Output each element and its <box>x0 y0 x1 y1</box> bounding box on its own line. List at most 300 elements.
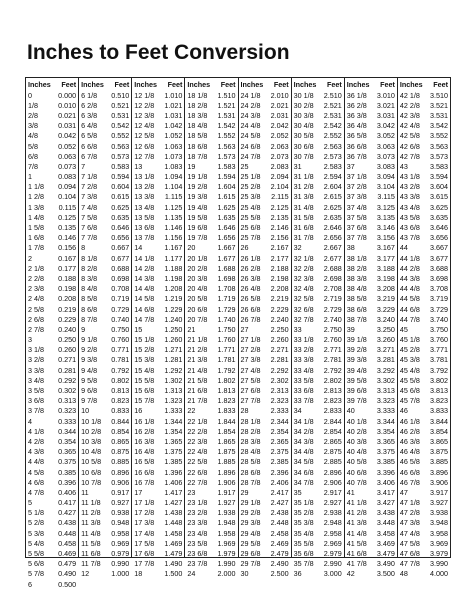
table-row <box>398 457 450 467</box>
table-row <box>79 457 131 467</box>
table-row <box>26 447 78 457</box>
table-row <box>185 538 237 548</box>
table-row <box>132 345 184 355</box>
inches-cell: 41 2/8 <box>346 508 367 518</box>
inches-cell: 10 2/8 <box>81 426 102 436</box>
feet-cell: 0.156 <box>58 243 77 253</box>
inches-cell: 5 1/8 <box>28 508 44 518</box>
table-row <box>345 548 397 558</box>
inches-cell: 21 4/8 <box>187 365 208 375</box>
table-row <box>345 385 397 395</box>
table-row <box>132 467 184 477</box>
inches-cell: 5 6/8 <box>28 559 44 569</box>
table-row <box>239 182 291 192</box>
feet-cell: 0.906 <box>111 477 130 487</box>
inches-cell: 30 3/8 <box>293 110 314 120</box>
inches-cell: 28 3/8 <box>240 436 261 446</box>
table-row <box>398 406 450 416</box>
feet-cell: 1.240 <box>164 314 183 324</box>
inches-cell: 25 4/8 <box>240 202 261 212</box>
feet-cell: 3.583 <box>430 161 448 171</box>
feet-cell: 0.833 <box>111 406 130 416</box>
table-row <box>398 100 450 110</box>
table-row <box>345 345 397 355</box>
inches-cell: 9 7/8 <box>81 396 98 406</box>
header-inches: Inches <box>28 79 51 89</box>
table-row <box>26 498 78 508</box>
feet-cell: 2.563 <box>323 141 342 151</box>
inches-cell: 24 2/8 <box>240 100 261 110</box>
table-row <box>239 273 291 283</box>
feet-cell: 2.198 <box>270 273 289 283</box>
inches-cell: 2 4/8 <box>28 294 44 304</box>
feet-cell: 2.719 <box>323 294 342 304</box>
table-row <box>292 467 344 477</box>
inches-cell: 23 <box>187 487 196 497</box>
inches-cell: 13 6/8 <box>134 223 155 233</box>
table-row <box>398 314 450 324</box>
feet-cell: 0.542 <box>111 121 130 131</box>
inches-cell: 4/8 <box>28 131 38 141</box>
inches-cell: 40 5/8 <box>346 457 367 467</box>
inches-cell: 22 5/8 <box>187 457 208 467</box>
feet-cell: 0.990 <box>111 559 130 569</box>
inches-cell: 16 1/8 <box>134 416 155 426</box>
table-row <box>345 161 397 171</box>
feet-cell: 2.542 <box>323 121 342 131</box>
inches-cell: 32 <box>293 243 302 253</box>
feet-cell: 1.104 <box>164 182 183 192</box>
feet-cell: 1.750 <box>217 324 236 334</box>
inches-cell: 42 5/8 <box>399 131 420 141</box>
inches-cell: 29 5/8 <box>240 538 261 548</box>
feet-cell: 3.990 <box>430 559 448 569</box>
table-row <box>345 365 397 375</box>
header-feet: Feet <box>114 79 130 89</box>
table-row <box>26 202 78 212</box>
feet-cell: 0.052 <box>58 141 77 151</box>
feet-cell: 1.396 <box>164 467 183 477</box>
header-feet: Feet <box>220 79 236 89</box>
inches-cell: 41 5/8 <box>346 538 367 548</box>
table-row <box>26 416 78 426</box>
inches-cell: 33 3/8 <box>293 355 314 365</box>
table-row <box>398 121 450 131</box>
inches-cell: 22 4/8 <box>187 447 208 457</box>
table-row <box>345 192 397 202</box>
inches-cell: 38 4/8 <box>346 284 367 294</box>
table-row <box>132 528 184 538</box>
feet-cell: 0.667 <box>111 243 130 253</box>
table-row <box>26 100 78 110</box>
feet-cell: 2.979 <box>323 549 342 559</box>
inches-cell: 17 3/8 <box>134 518 155 528</box>
feet-cell: 0.563 <box>111 141 130 151</box>
inches-cell: 45 4/8 <box>399 365 420 375</box>
table-row <box>79 498 131 508</box>
table-row <box>292 345 344 355</box>
feet-cell: 2.500 <box>270 569 289 579</box>
inches-cell: 43 1/8 <box>399 172 420 182</box>
inches-cell: 23 3/8 <box>187 518 208 528</box>
feet-cell: 3.479 <box>376 549 395 559</box>
inches-cell: 21 <box>187 324 196 334</box>
table-row <box>79 284 131 294</box>
feet-cell: 0.958 <box>111 528 130 538</box>
feet-cell: 0.250 <box>58 335 77 345</box>
feet-cell: 3.500 <box>376 569 395 579</box>
table-row <box>26 385 78 395</box>
column-rows <box>345 90 397 579</box>
inches-cell: 11 <box>81 487 89 497</box>
feet-cell: 2.344 <box>270 416 289 426</box>
feet-cell: 2.521 <box>323 100 342 110</box>
table-row <box>185 426 237 436</box>
table-row <box>132 284 184 294</box>
inches-cell: 22 3/8 <box>187 436 208 446</box>
inches-cell: 3 <box>28 335 32 345</box>
feet-cell: 1.365 <box>164 436 183 446</box>
table-row <box>132 294 184 304</box>
feet-cell: 3.344 <box>376 416 395 426</box>
feet-cell: 0.760 <box>111 335 130 345</box>
inches-cell: 14 6/8 <box>134 304 155 314</box>
feet-cell: 3.021 <box>376 100 395 110</box>
inches-cell: 7 5/8 <box>81 212 98 222</box>
inches-cell: 46 2/8 <box>399 426 420 436</box>
feet-cell: 2.823 <box>323 396 342 406</box>
column-header <box>185 78 237 90</box>
inches-cell: 9 2/8 <box>81 345 98 355</box>
table-row <box>79 335 131 345</box>
table-row <box>26 487 78 497</box>
feet-cell: 2.969 <box>323 538 342 548</box>
feet-cell: 0.583 <box>111 161 130 171</box>
inches-cell: 28 6/8 <box>240 467 261 477</box>
inches-cell: 12 1/8 <box>134 90 155 100</box>
inches-cell: 47 3/8 <box>399 518 420 528</box>
inches-cell: 1 6/8 <box>28 233 44 243</box>
feet-cell: 3.781 <box>430 355 448 365</box>
table-row <box>345 467 397 477</box>
table-row <box>26 314 78 324</box>
table-row <box>185 192 237 202</box>
feet-cell: 0.396 <box>58 477 77 487</box>
table-row <box>239 477 291 487</box>
feet-cell: 1.292 <box>164 365 183 375</box>
inches-cell: 39 <box>346 324 355 334</box>
feet-cell: 3.000 <box>323 569 342 579</box>
feet-cell: 0.854 <box>111 426 130 436</box>
table-row <box>185 284 237 294</box>
feet-cell: 3.438 <box>376 508 395 518</box>
table-row <box>79 314 131 324</box>
column-rows <box>79 90 131 579</box>
table-row <box>185 396 237 406</box>
table-row <box>239 518 291 528</box>
table-row <box>79 518 131 528</box>
inches-cell: 23 5/8 <box>187 538 208 548</box>
feet-cell: 1.167 <box>164 243 183 253</box>
inches-cell: 6 6/8 <box>81 141 98 151</box>
table-row <box>345 498 397 508</box>
header-feet: Feet <box>273 79 289 89</box>
feet-cell: 2.375 <box>270 447 289 457</box>
feet-cell: 2.990 <box>323 559 342 569</box>
feet-cell: 1.615 <box>217 192 236 202</box>
inches-cell: 45 1/8 <box>399 335 420 345</box>
inches-cell: 10 4/8 <box>81 447 102 457</box>
column-header <box>345 78 397 90</box>
feet-cell: 1.833 <box>217 406 236 416</box>
feet-cell: 1.573 <box>217 151 236 161</box>
feet-cell: 3.729 <box>430 304 448 314</box>
table-row <box>132 498 184 508</box>
feet-cell: 1.667 <box>217 243 236 253</box>
table-row <box>398 528 450 538</box>
table-row <box>79 141 131 151</box>
feet-cell: 0.063 <box>58 151 77 161</box>
table-row <box>185 90 237 100</box>
table-row <box>345 151 397 161</box>
feet-cell: 3.313 <box>376 386 395 396</box>
feet-cell: 3.510 <box>430 90 448 100</box>
inches-cell: 15 5/8 <box>134 375 155 385</box>
inches-cell: 13 7/8 <box>134 233 155 243</box>
feet-cell: 0.448 <box>58 528 77 538</box>
feet-cell: 0.385 <box>58 467 77 477</box>
inches-cell: 12 2/8 <box>134 100 155 110</box>
table-row <box>26 518 78 528</box>
feet-cell: 1.677 <box>217 253 236 263</box>
inches-cell: 7 2/8 <box>81 182 98 192</box>
table-row <box>239 100 291 110</box>
feet-cell: 3.865 <box>430 436 448 446</box>
table-row <box>79 110 131 120</box>
inches-cell: 3 1/8 <box>28 345 44 355</box>
feet-cell: 1.740 <box>217 314 236 324</box>
feet-cell: 1.979 <box>217 549 236 559</box>
table-row <box>26 304 78 314</box>
feet-cell: 1.146 <box>164 223 183 233</box>
inches-cell: 20 7/8 <box>187 314 208 324</box>
feet-cell: 2.354 <box>270 426 289 436</box>
table-row <box>26 335 78 345</box>
table-row <box>398 538 450 548</box>
header-inches: Inches <box>134 79 158 89</box>
table-row <box>292 335 344 345</box>
inches-cell: 25 2/8 <box>240 182 261 192</box>
table-row <box>345 233 397 243</box>
inches-cell: 42 4/8 <box>399 121 420 131</box>
feet-cell: 2.115 <box>271 192 289 202</box>
table-row <box>239 447 291 457</box>
inches-cell: 1 1/8 <box>28 182 44 192</box>
inches-cell: 4 6/8 <box>28 477 44 487</box>
feet-cell: 2.083 <box>270 161 289 171</box>
table-row <box>345 222 397 232</box>
table-row <box>26 141 78 151</box>
inches-cell: 36 4/8 <box>346 121 367 131</box>
table-row <box>398 345 450 355</box>
inches-cell: 20 2/8 <box>187 263 208 273</box>
inches-cell: 18 1/8 <box>187 90 208 100</box>
feet-cell: 1.719 <box>217 294 236 304</box>
table-row <box>345 314 397 324</box>
inches-cell: 34 7/8 <box>293 477 314 487</box>
inches-cell: 10 3/8 <box>81 436 102 446</box>
feet-cell: 1.583 <box>217 161 236 171</box>
inches-cell: 31 2/8 <box>293 182 314 192</box>
feet-cell: 0.865 <box>111 436 130 446</box>
feet-cell: 3.427 <box>376 498 395 508</box>
feet-cell: 0.969 <box>111 538 130 548</box>
feet-cell: 0.979 <box>111 549 130 559</box>
feet-cell: 2.833 <box>323 406 342 416</box>
inches-cell: 24 <box>187 569 196 579</box>
inches-cell: 30 5/8 <box>293 131 314 141</box>
feet-cell: 2.656 <box>323 233 342 243</box>
header-feet: Feet <box>167 79 183 89</box>
feet-cell: 3.719 <box>430 294 448 304</box>
inches-cell: 31 6/8 <box>293 223 314 233</box>
table-row <box>292 385 344 395</box>
inches-cell: 30 <box>240 569 249 579</box>
table-row <box>132 304 184 314</box>
feet-cell: 2.229 <box>270 304 289 314</box>
inches-cell: 42 6/8 <box>399 141 420 151</box>
column-header <box>132 78 184 90</box>
inches-cell: 45 <box>399 324 408 334</box>
table-row <box>132 121 184 131</box>
inches-cell: 29 1/8 <box>240 498 261 508</box>
table-row <box>26 538 78 548</box>
column-rows <box>26 90 78 589</box>
inches-cell: 7 4/8 <box>81 202 98 212</box>
table-row <box>239 385 291 395</box>
inches-cell: 3 6/8 <box>28 396 44 406</box>
feet-cell: 3.885 <box>430 457 448 467</box>
feet-cell: 2.146 <box>270 223 289 233</box>
table-row <box>26 284 78 294</box>
inches-cell: 41 1/8 <box>346 498 367 508</box>
inches-cell: 19 1/8 <box>187 172 208 182</box>
table-row <box>292 375 344 385</box>
inches-cell: 28 7/8 <box>240 477 261 487</box>
feet-cell: 0.708 <box>111 284 130 294</box>
feet-cell: 2.469 <box>270 538 289 548</box>
feet-cell: 2.365 <box>270 436 289 446</box>
inches-cell: 42 <box>346 569 355 579</box>
table-row <box>185 273 237 283</box>
inches-cell: 40 7/8 <box>346 477 367 487</box>
table-row <box>185 385 237 395</box>
inches-cell: 14 2/8 <box>134 263 155 273</box>
inches-cell: 26 5/8 <box>240 294 261 304</box>
table-row <box>26 131 78 141</box>
table-row <box>292 304 344 314</box>
table-row <box>26 406 78 416</box>
table-row <box>132 335 184 345</box>
inches-cell: 45 3/8 <box>399 355 420 365</box>
table-row <box>185 548 237 558</box>
inches-cell: 39 6/8 <box>346 386 367 396</box>
inches-cell: 18 4/8 <box>187 121 208 131</box>
feet-cell: 2.958 <box>323 528 342 538</box>
feet-cell: 0.604 <box>111 182 130 192</box>
table-row <box>398 222 450 232</box>
feet-cell: 0.677 <box>111 253 130 263</box>
table-row <box>26 457 78 467</box>
feet-cell: 2.792 <box>323 365 342 375</box>
feet-cell: 2.708 <box>323 284 342 294</box>
inches-cell: 6 <box>28 579 32 589</box>
feet-cell: 3.927 <box>430 498 448 508</box>
inches-cell: 32 2/8 <box>293 263 314 273</box>
header-inches: Inches <box>399 79 423 89</box>
feet-cell: 1.938 <box>217 508 236 518</box>
inches-cell: 5 <box>28 498 32 508</box>
column-header <box>239 78 291 90</box>
feet-cell: 2.021 <box>270 100 289 110</box>
feet-cell: 2.760 <box>323 335 342 345</box>
feet-cell: 3.469 <box>376 538 395 548</box>
inches-cell: 27 4/8 <box>240 365 261 375</box>
feet-cell: 3.094 <box>376 172 395 182</box>
table-row <box>79 253 131 263</box>
feet-cell: 1.354 <box>164 426 183 436</box>
table-row <box>292 457 344 467</box>
feet-cell: 1.135 <box>164 212 183 222</box>
table-row <box>239 131 291 141</box>
table-row <box>398 508 450 518</box>
table-row <box>26 396 78 406</box>
inches-cell: 43 3/8 <box>399 192 420 202</box>
table-row <box>239 538 291 548</box>
feet-cell: 0.000 <box>58 90 77 100</box>
table-row <box>26 477 78 487</box>
feet-cell: 2.073 <box>270 151 289 161</box>
table-row <box>398 324 450 334</box>
table-row <box>132 172 184 182</box>
table-row <box>292 498 344 508</box>
inches-cell: 26 1/8 <box>240 253 261 263</box>
table-row <box>292 243 344 253</box>
feet-cell: 1.594 <box>217 172 236 182</box>
feet-cell: 2.927 <box>323 498 342 508</box>
feet-cell: 2.000 <box>217 569 236 579</box>
feet-cell: 1.281 <box>164 355 183 365</box>
table-row <box>239 90 291 100</box>
table-row <box>239 263 291 273</box>
table-row <box>26 90 78 100</box>
inches-cell: 6 1/8 <box>81 90 98 100</box>
inches-cell: 19 <box>187 161 196 171</box>
table-row <box>239 222 291 232</box>
inches-cell: 19 3/8 <box>187 192 208 202</box>
feet-cell: 0.344 <box>58 426 77 436</box>
inches-cell: 10 7/8 <box>81 477 102 487</box>
table-row <box>79 182 131 192</box>
feet-cell: 3.844 <box>430 416 448 426</box>
table-row <box>239 335 291 345</box>
feet-cell: 0.896 <box>111 467 130 477</box>
inches-cell: 24 5/8 <box>240 131 261 141</box>
inches-cell: 44 1/8 <box>399 253 420 263</box>
table-row <box>26 548 78 558</box>
feet-cell: 0.844 <box>111 416 130 426</box>
inches-cell: 26 4/8 <box>240 284 261 294</box>
